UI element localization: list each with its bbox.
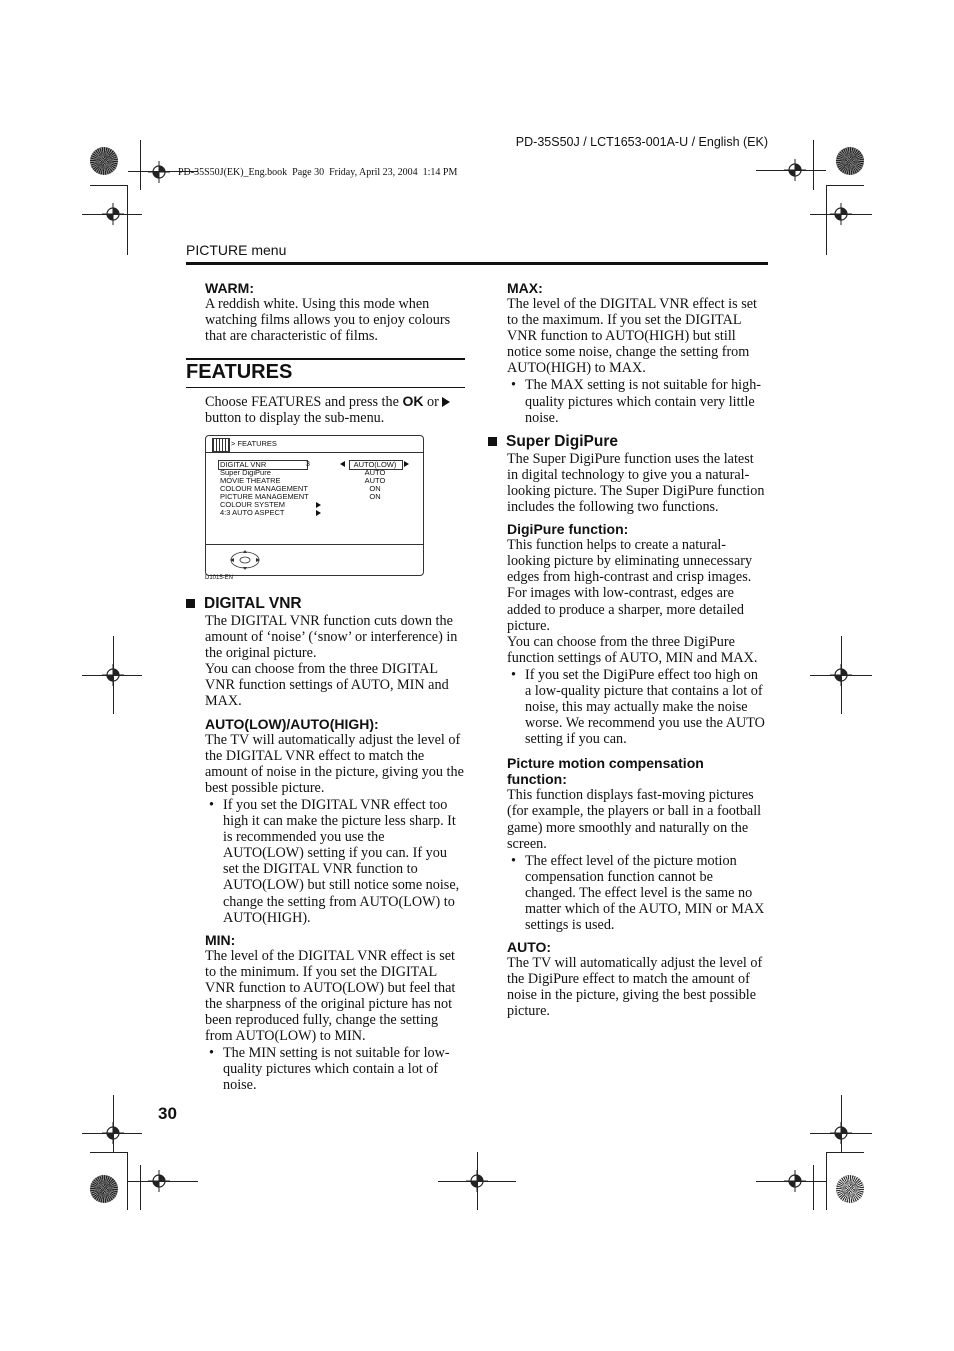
intro-text-2: button to display the sub-menu. bbox=[205, 410, 385, 427]
min-bullet: • The MIN setting is not suitable for low-quality pictures which contain a lot of noise. bbox=[205, 1045, 465, 1093]
remote-navigation-icon bbox=[228, 549, 262, 571]
max-bullet: • The MAX setting is not suitable for high-quality pictures which contain very little noise. bbox=[507, 377, 767, 425]
pmc-bullet: • The effect level of the picture motion compensation function cannot be changed. The effect level is the same no matter which of the AUTO, MIN or MAX settings is used. bbox=[507, 853, 767, 933]
osd-item-label: Super DigiPure bbox=[220, 468, 271, 477]
features-title: FEATURES bbox=[186, 361, 293, 383]
features-rule-bottom bbox=[186, 387, 465, 388]
crop-line bbox=[813, 140, 814, 190]
digipure-function-bullet: • If you set the DigiPure effect too high on a low-quality picture that contains a lot of noise, this may actually make the noise worse. We recommend you use the AUTO setting if you can. bbox=[507, 667, 767, 747]
crop-line bbox=[140, 1165, 141, 1210]
osd-item-label: PICTURE MANAGEMENT bbox=[220, 492, 309, 501]
crop-line bbox=[140, 140, 141, 190]
registration-star-icon bbox=[90, 147, 118, 175]
digipure-function-p2: You can choose from the three DigiPure function settings of AUTO, MIN and MAX. bbox=[507, 633, 758, 666]
osd-submenu-arrow-icon bbox=[316, 510, 321, 516]
digital-vnr-p1: The DIGITAL VNR function cuts down the amount of ‘noise’ (‘snow’ or interference) in the original picture. bbox=[205, 613, 458, 662]
osd-item-label: DIGITAL VNR bbox=[220, 460, 267, 469]
osd-right-arrow-icon bbox=[404, 461, 409, 467]
osd-item-value: ON bbox=[369, 492, 381, 501]
right-column bbox=[507, 280, 767, 1020]
auto-low-high-text: The TV will automatically adjust the level of the DIGITAL VNR effect to match the amount of noise in the picture, giving you the best possible picture. bbox=[205, 731, 464, 796]
left-column-top bbox=[205, 280, 463, 344]
registration-star-icon bbox=[90, 1175, 118, 1203]
pmc-text: This function displays fast-moving pictures (for example, the players or ball in a football game) more smoothly and naturally on the screen. bbox=[507, 787, 762, 852]
osd-item-label: COLOUR MANAGEMENT bbox=[220, 484, 308, 493]
registration-star-icon bbox=[836, 147, 864, 175]
header-rule bbox=[186, 262, 768, 265]
square-bullet-icon bbox=[186, 599, 195, 608]
crop-line bbox=[113, 636, 114, 714]
digital-vnr-p2: You can choose from the three DIGITAL VNR function settings of AUTO, MIN and MAX. bbox=[205, 661, 449, 710]
osd-cursor-mark: 3 bbox=[306, 461, 310, 468]
osd-item-value: ON bbox=[369, 484, 381, 493]
crop-line bbox=[841, 1095, 842, 1153]
digipure-function-p1: This function helps to create a natural-looking picture by eliminating unnecessary edges from high-contrast and crisp images. For images with low-contrast, edges are added to produce a sharper, more detailed picture. bbox=[507, 537, 753, 634]
crop-line bbox=[82, 214, 142, 215]
crop-line bbox=[127, 185, 128, 255]
osd-item-label: 4:3 AUTO ASPECT bbox=[220, 508, 285, 517]
features-intro bbox=[205, 393, 465, 426]
section-title: PICTURE menu bbox=[186, 242, 287, 258]
crop-line bbox=[826, 185, 827, 255]
crop-line bbox=[90, 185, 128, 186]
registration-star-icon bbox=[836, 1175, 864, 1203]
crop-line bbox=[82, 1133, 142, 1134]
crop-line bbox=[810, 214, 872, 215]
osd-item-value: AUTO bbox=[364, 468, 386, 477]
super-digipure-heading-text: Super DigiPure bbox=[506, 432, 618, 450]
digipure-function-heading: DigiPure function: bbox=[507, 521, 629, 538]
max-heading: MAX: bbox=[507, 280, 543, 296]
crop-line bbox=[113, 1095, 114, 1153]
auto-heading: AUTO: bbox=[507, 939, 552, 956]
warm-text: A reddish white. Using this mode when watching films allows you to enjoy colours that are characteristic of films. bbox=[205, 296, 451, 345]
osd-figure-code: D1015-EN bbox=[205, 575, 234, 581]
digital-vnr-heading bbox=[182, 595, 302, 613]
ok-button-label: OK bbox=[402, 393, 424, 409]
crop-line bbox=[756, 170, 826, 171]
osd-header-rule bbox=[206, 452, 423, 453]
crop-line bbox=[826, 1152, 864, 1153]
pmc-heading: Picture motion compensation function: bbox=[507, 755, 704, 788]
crop-line bbox=[813, 1165, 814, 1210]
page-number: 30 bbox=[158, 1104, 177, 1123]
osd-menu-screen bbox=[205, 435, 424, 576]
crop-line bbox=[82, 675, 142, 676]
crop-line bbox=[841, 636, 842, 714]
osd-item-value: AUTO(LOW) bbox=[353, 460, 397, 469]
osd-item-label: MOVIE THEATRE bbox=[220, 476, 281, 485]
crop-line bbox=[90, 1152, 128, 1153]
crop-line bbox=[756, 1181, 826, 1182]
intro-text: Choose FEATURES and press the bbox=[205, 394, 399, 410]
warm-heading: WARM: bbox=[205, 280, 254, 296]
auto-text: The TV will automatically adjust the level of the DigiPure effect to match the amount of noise in the picture, giving the best possible picture. bbox=[507, 955, 763, 1020]
menu-icon bbox=[212, 438, 230, 452]
osd-item-label: COLOUR SYSTEM bbox=[220, 500, 286, 509]
osd-submenu-arrow-icon bbox=[316, 502, 321, 508]
super-digipure-heading bbox=[484, 433, 767, 451]
osd-item-value: AUTO bbox=[364, 476, 386, 485]
osd-footer-rule bbox=[206, 544, 423, 545]
crop-line bbox=[826, 185, 864, 186]
super-digipure-text: The Super DigiPure function uses the latest in digital technology to give you a natural-looking picture. The Super DigiPure function includes the following two functions. bbox=[507, 450, 765, 516]
crosshair-icon bbox=[148, 161, 170, 183]
crop-line bbox=[826, 1152, 827, 1210]
right-arrow-icon bbox=[442, 397, 450, 407]
document-id: PD-35S50J / LCT1653-001A-U / English (EK) bbox=[515, 135, 768, 149]
book-info: PD-35S50J(EK)_Eng.book Page 30 Friday, April 23, 2004 1:14 PM bbox=[178, 167, 458, 178]
digital-vnr-body bbox=[205, 613, 465, 1094]
square-bullet-icon bbox=[488, 437, 497, 446]
digital-vnr-heading-text: DIGITAL VNR bbox=[204, 595, 302, 612]
auto-low-high-bullet: • If you set the DIGITAL VNR effect too high it can make the picture less sharp. It is recommended you use the AUTO(LOW) setting if you can. If you set the DIGITAL VNR function to AUTO(LOW) but still notice some noise, change the setting from AUTO(LOW) to AUTO(HIGH). bbox=[205, 797, 465, 926]
osd-left-arrow-icon bbox=[340, 461, 345, 467]
auto-low-high-heading: AUTO(LOW)/AUTO(HIGH): bbox=[205, 715, 379, 732]
crop-line bbox=[477, 1152, 478, 1210]
min-text: The level of the DIGITAL VNR effect is set to the minimum. If you set the DIGITAL VNR function to AUTO(LOW) but feel that the sharpness of the original picture has not been reproduced fully, change the setting from AUTO(LOW) to MIN. bbox=[205, 947, 456, 1045]
intro-or: or bbox=[426, 394, 439, 410]
max-text: The level of the DIGITAL VNR effect is set to the maximum. If you set the DIGITAL VNR function to AUTO(HIGH) but still notice some noise, change the setting from AUTO(HIGH) to MAX. bbox=[507, 296, 757, 377]
min-heading: MIN: bbox=[205, 931, 236, 948]
osd-breadcrumb: > FEATURES bbox=[231, 439, 277, 448]
crop-line bbox=[128, 1181, 198, 1182]
